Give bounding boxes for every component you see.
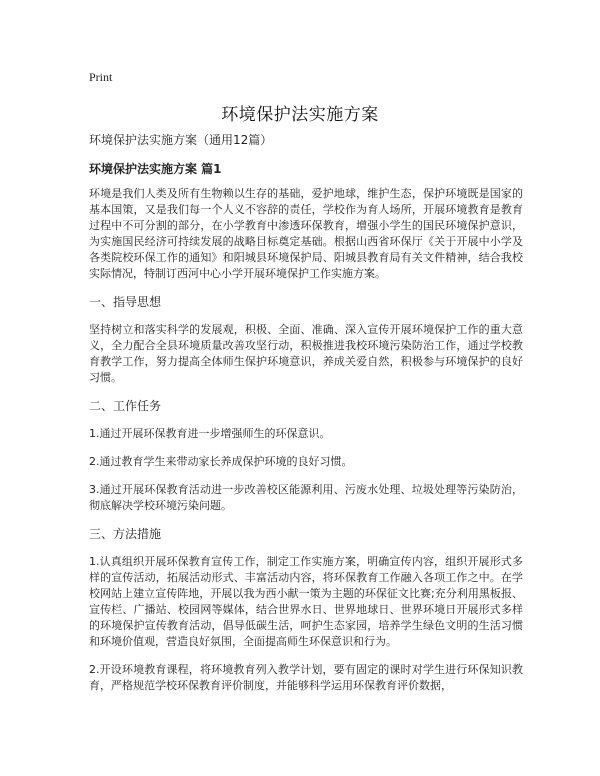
heading-guiding-ideology: 一、指导思想 bbox=[89, 295, 162, 309]
section-title: 环境保护法实施方案 篇1 bbox=[89, 162, 222, 176]
document-title: 环境保护法实施方案 bbox=[221, 105, 379, 125]
heading-methods: 三、方法措施 bbox=[89, 527, 162, 541]
document-subtitle: 环境保护法实施方案（通用12篇） bbox=[89, 133, 273, 147]
guiding-ideology-paragraph: 坚持树立和落实科学的发展观，积极、全面、准确、深入宣传开展环境保护工作的重大意义，全力配合全县环境质量改善攻坚行动，积极推进我校环境污染防治工作，通过学校教育教学工作，努力提高全体师生保护环境意识，养成关爱自然，积极参与环境保护的良好习惯。 bbox=[89, 323, 523, 384]
method-item-2: 2.开设环境教育课程，将环境教育列入教学计划，要有固定的课时对学生进行环保知识教育，严格规范学校环保教育评价制度，并能够科学运用环保教育评价数据， bbox=[89, 663, 523, 692]
print-link[interactable]: Print bbox=[89, 70, 113, 84]
task-item-1: 1.通过开展环保教育进一步增强师生的环保意识。 bbox=[89, 427, 331, 440]
method-item-1: 1.认真组织开展环保教育宣传工作，制定工作实施方案，明确宣传内容，组织开展形式多样的宣传活动，拓展活动形式、丰富活动内容，将环保教育工作融入各项工作之中。在学校网站上建立宣传阵地，开展以我为西小献一策为主题的环保征文比赛;充分利用黑板报、宣传栏、广播站、校园网等媒体，结合世界水日、世界地球日、世界环境日开展形式多样的环境保护宣传教育活动，倡导低碳生活，呵护生态家园，培养学生绿色文明的生活习惯和环境价值观，营造良好氛围，全面提高师生环保意识和行为。 bbox=[89, 555, 523, 648]
heading-work-tasks: 二、工作任务 bbox=[89, 399, 162, 413]
task-item-3: 3.通过开展环保教育活动进一步改善校区能源利用、污废水处理、垃圾处理等污染防治，彻底解决学校环境污染问题。 bbox=[89, 483, 523, 512]
intro-paragraph: 环境是我们人类及所有生物赖以生存的基础，爱护地球，维护生态，保护环境既是国家的基本国策，又是我们每一个人义不容辞的责任，学校作为育人场所，开展环境教育是教育过程中不可分割的部分，在小学教育中渗透环保教育，增强小学生的国民环境保护意识，为实施国民经济可持续发展的战略目标奠定基础。根据山西省环保厅《关于开展中小学及各类院校环保工作的通知》和阳城县环境保护局、阳城县教育局有关文件精神，结合我校实际情况，特制订西河中心小学开展环境保护工作实施方案。 bbox=[89, 187, 523, 280]
document-body bbox=[89, 131, 523, 706]
task-item-2: 2.通过教育学生来带动家长养成保护环境的良好习惯。 bbox=[89, 455, 353, 468]
